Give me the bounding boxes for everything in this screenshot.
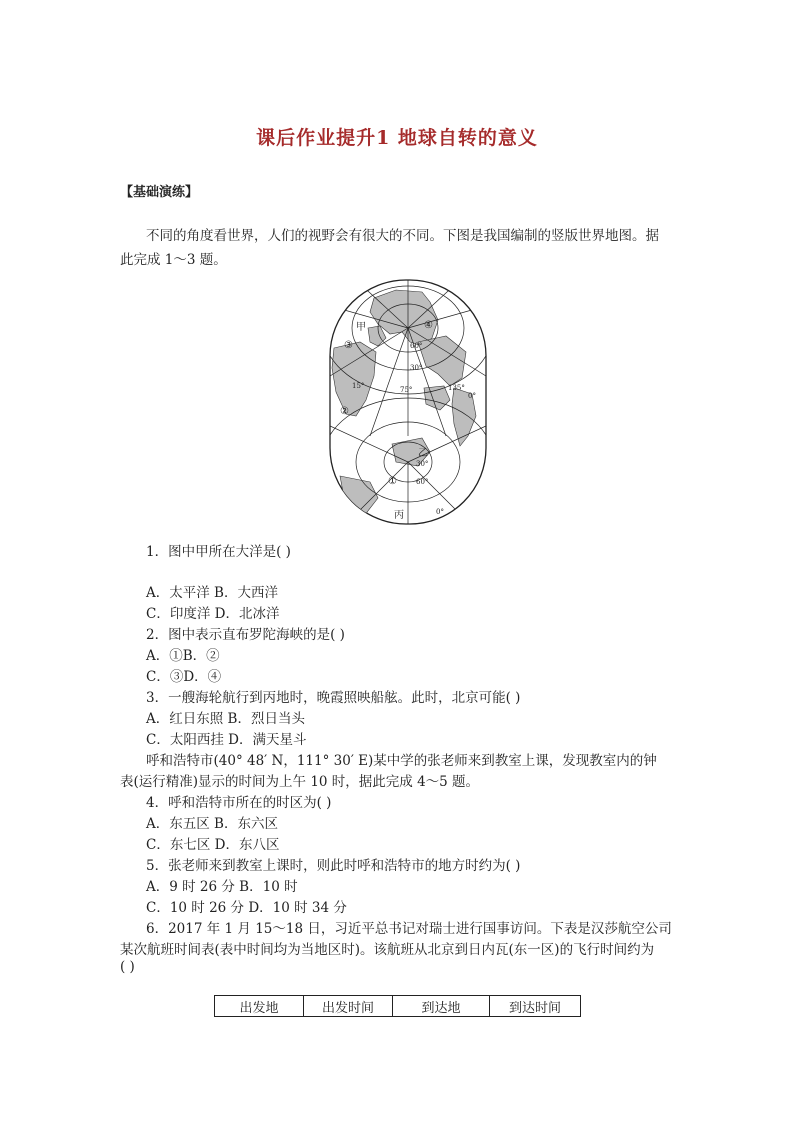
q2-options-cd: C．③D．④ [146, 669, 222, 685]
label-lat30n: 30° [410, 364, 423, 372]
q1-options-ab: A．太平洋 B．大西洋 [146, 585, 278, 601]
q3-options-cd: C．太阳西挂 D．满天星斗 [146, 732, 307, 748]
header-depart-place: 出发地 [215, 996, 304, 1017]
label-lat30s: 30° [416, 460, 429, 468]
q4-options-ab: A．东五区 B．东六区 [146, 816, 278, 832]
table-header-row [215, 996, 581, 1017]
header-depart-time: 出发时间 [304, 996, 393, 1017]
q5-options-ab: A．9 时 26 分 B．10 时 [146, 879, 298, 895]
q3-options-ab: A．红日东照 B．烈日当头 [146, 711, 305, 727]
flight-timetable [214, 995, 581, 1017]
section-heading: 【基础演练】 [120, 185, 199, 200]
label-lon15: 15° [352, 382, 365, 390]
q2-options-ab: A．①B．② [146, 648, 220, 664]
q6-line-1: 6．2017 年 1 月 15～18 日，习近平总书记对瑞士进行国事访问。下表是汉莎航空公司 [146, 921, 672, 937]
q3-stem: 3．一艘海轮航行到丙地时，晚霞照映船舷。此时，北京可能( ) [146, 690, 521, 706]
q5-stem: 5．张老师来到教室上课时，则此时呼和浩特市的地方时约为( ) [146, 858, 521, 874]
world-map-figure [326, 276, 490, 528]
q1-stem: 1．图中甲所在大洋是( ) [146, 544, 291, 560]
label-lon75: 75° [400, 386, 413, 394]
q4-stem: 4．呼和浩特市所在的时区为( ) [146, 795, 332, 811]
q2-stem: 2．图中表示直布罗陀海峡的是( ) [146, 627, 345, 643]
label-lon135: 135° [448, 384, 465, 392]
marker-2: ② [340, 406, 349, 417]
q1-options-cd: C．印度洋 D．北冰洋 [146, 606, 280, 622]
label-bing: 丙 [394, 510, 404, 521]
label-jia: 甲 [356, 322, 366, 333]
marker-1: ① [388, 476, 397, 487]
marker-3: ③ [344, 340, 353, 351]
label-lat60n: 60° [410, 342, 423, 350]
header-arrive-time: 到达时间 [490, 996, 581, 1017]
header-arrive-place: 到达地 [393, 996, 490, 1017]
intro-line-2: 此完成 1～3 题。 [120, 252, 227, 268]
q6-line-2: 某次航班时间表(表中时间均为当地区时)。该航班从北京到日内瓦(东一区)的飞行时间约为 [120, 942, 655, 958]
page-title: 课后作业提升1 地球自转的意义 [256, 127, 538, 149]
intro-line-1: 不同的角度看世界，人们的视野会有很大的不同。下图是我国编制的竖版世界地图。据 [146, 228, 659, 244]
label-lat0-a: 0° [468, 392, 476, 400]
label-lat0-b: 0° [436, 508, 444, 516]
intro45-line-1: 呼和浩特市(40° 48′ N，111° 30′ E)某中学的张老师来到教室上课，发现教室内的钟 [146, 753, 657, 769]
q5-options-cd: C．10 时 26 分 D．10 时 34 分 [146, 900, 347, 916]
marker-4: ④ [424, 320, 433, 331]
label-yi: 乙 [418, 448, 428, 459]
label-lat60s: 60° [416, 478, 429, 486]
intro45-line-2: 表(运行精准)显示的时间为上午 10 时，据此完成 4～5 题。 [120, 774, 480, 790]
q6-line-3: ( ) [120, 959, 135, 975]
q4-options-cd: C．东七区 D．东八区 [146, 837, 280, 853]
